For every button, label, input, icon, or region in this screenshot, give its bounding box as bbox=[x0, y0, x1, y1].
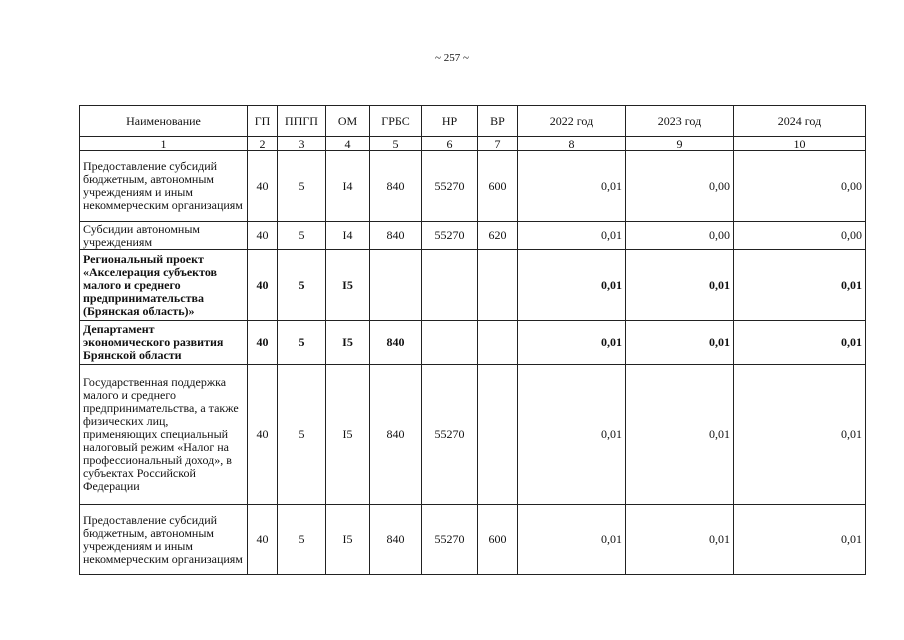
cell-grbs: 840 bbox=[370, 222, 422, 250]
cell-2024: 0,01 bbox=[734, 321, 866, 365]
cell-om: I4 bbox=[326, 151, 370, 222]
column-number: 10 bbox=[734, 137, 866, 151]
cell-ppgp: 5 bbox=[278, 505, 326, 575]
table-row bbox=[80, 365, 866, 505]
header-ppgp: ППГП bbox=[278, 106, 326, 137]
row-name: Субсидии автономным учреждениям bbox=[80, 222, 248, 250]
cell-gp: 40 bbox=[248, 505, 278, 575]
cell-nr bbox=[422, 250, 478, 321]
header-2023: 2023 год bbox=[626, 106, 734, 137]
cell-2022: 0,01 bbox=[518, 321, 626, 365]
cell-ppgp: 5 bbox=[278, 222, 326, 250]
cell-grbs: 840 bbox=[370, 505, 422, 575]
column-number: 4 bbox=[326, 137, 370, 151]
header-nr: НР bbox=[422, 106, 478, 137]
cell-2024: 0,01 bbox=[734, 505, 866, 575]
table-row bbox=[80, 250, 866, 321]
cell-vr: 600 bbox=[478, 151, 518, 222]
cell-om: I5 bbox=[326, 505, 370, 575]
cell-2023: 0,01 bbox=[626, 365, 734, 505]
header-2022: 2022 год bbox=[518, 106, 626, 137]
cell-nr: 55270 bbox=[422, 505, 478, 575]
cell-nr: 55270 bbox=[422, 365, 478, 505]
cell-2024: 0,01 bbox=[734, 365, 866, 505]
cell-gp: 40 bbox=[248, 365, 278, 505]
cell-2024: 0,01 bbox=[734, 250, 866, 321]
table-row bbox=[80, 321, 866, 365]
header-vr: ВР bbox=[478, 106, 518, 137]
row-name: Предоставление субсидий бюджетным, автономным учреждениям и иным некоммерческим организациям bbox=[80, 505, 248, 575]
cell-om: I5 bbox=[326, 250, 370, 321]
cell-om: I4 bbox=[326, 222, 370, 250]
cell-2023: 0,01 bbox=[626, 505, 734, 575]
cell-grbs: 840 bbox=[370, 151, 422, 222]
header-grbs: ГРБС bbox=[370, 106, 422, 137]
cell-2024: 0,00 bbox=[734, 222, 866, 250]
cell-2023: 0,01 bbox=[626, 250, 734, 321]
cell-2022: 0,01 bbox=[518, 505, 626, 575]
column-number: 8 bbox=[518, 137, 626, 151]
row-name: Предоставление субсидий бюджетным, автономным учреждениям и иным некоммерческим организациям bbox=[80, 151, 248, 222]
cell-gp: 40 bbox=[248, 250, 278, 321]
cell-gp: 40 bbox=[248, 222, 278, 250]
column-number: 5 bbox=[370, 137, 422, 151]
table-row bbox=[80, 222, 866, 250]
cell-2022: 0,01 bbox=[518, 365, 626, 505]
header-name: Наименование bbox=[80, 106, 248, 137]
row-name: Государственная поддержка малого и среднего предпринимательства, а также физических лиц, применяющих специальный налоговый режим «Налог на профессиональный доход», в субъектах Российской Федерации bbox=[80, 365, 248, 505]
cell-2023: 0,00 bbox=[626, 222, 734, 250]
cell-nr bbox=[422, 321, 478, 365]
row-name: Департамент экономического развития Брянской области bbox=[80, 321, 248, 365]
cell-vr bbox=[478, 250, 518, 321]
table-row bbox=[80, 151, 866, 222]
column-number: 6 bbox=[422, 137, 478, 151]
cell-nr: 55270 bbox=[422, 151, 478, 222]
header-gp: ГП bbox=[248, 106, 278, 137]
cell-ppgp: 5 bbox=[278, 365, 326, 505]
column-number: 2 bbox=[248, 137, 278, 151]
cell-grbs: 840 bbox=[370, 365, 422, 505]
cell-2022: 0,01 bbox=[518, 250, 626, 321]
cell-nr: 55270 bbox=[422, 222, 478, 250]
budget-table bbox=[79, 105, 866, 575]
cell-2022: 0,01 bbox=[518, 151, 626, 222]
cell-2022: 0,01 bbox=[518, 222, 626, 250]
column-number: 9 bbox=[626, 137, 734, 151]
cell-om: I5 bbox=[326, 321, 370, 365]
column-number: 3 bbox=[278, 137, 326, 151]
row-name: Региональный проект «Акселерация субъектов малого и среднего предпринимательства (Брянская область)» bbox=[80, 250, 248, 321]
column-number: 1 bbox=[80, 137, 248, 151]
header-2024: 2024 год bbox=[734, 106, 866, 137]
header-row bbox=[80, 106, 866, 137]
cell-2024: 0,00 bbox=[734, 151, 866, 222]
cell-2023: 0,01 bbox=[626, 321, 734, 365]
page-number: ~ 257 ~ bbox=[435, 52, 469, 64]
cell-vr: 620 bbox=[478, 222, 518, 250]
cell-gp: 40 bbox=[248, 321, 278, 365]
column-number-row bbox=[80, 137, 866, 151]
column-number: 7 bbox=[478, 137, 518, 151]
cell-ppgp: 5 bbox=[278, 250, 326, 321]
cell-grbs bbox=[370, 250, 422, 321]
header-om: ОМ bbox=[326, 106, 370, 137]
cell-vr: 600 bbox=[478, 505, 518, 575]
cell-vr bbox=[478, 321, 518, 365]
cell-gp: 40 bbox=[248, 151, 278, 222]
cell-ppgp: 5 bbox=[278, 151, 326, 222]
table-row bbox=[80, 505, 866, 575]
cell-grbs: 840 bbox=[370, 321, 422, 365]
cell-om: I5 bbox=[326, 365, 370, 505]
cell-vr bbox=[478, 365, 518, 505]
cell-2023: 0,00 bbox=[626, 151, 734, 222]
cell-ppgp: 5 bbox=[278, 321, 326, 365]
